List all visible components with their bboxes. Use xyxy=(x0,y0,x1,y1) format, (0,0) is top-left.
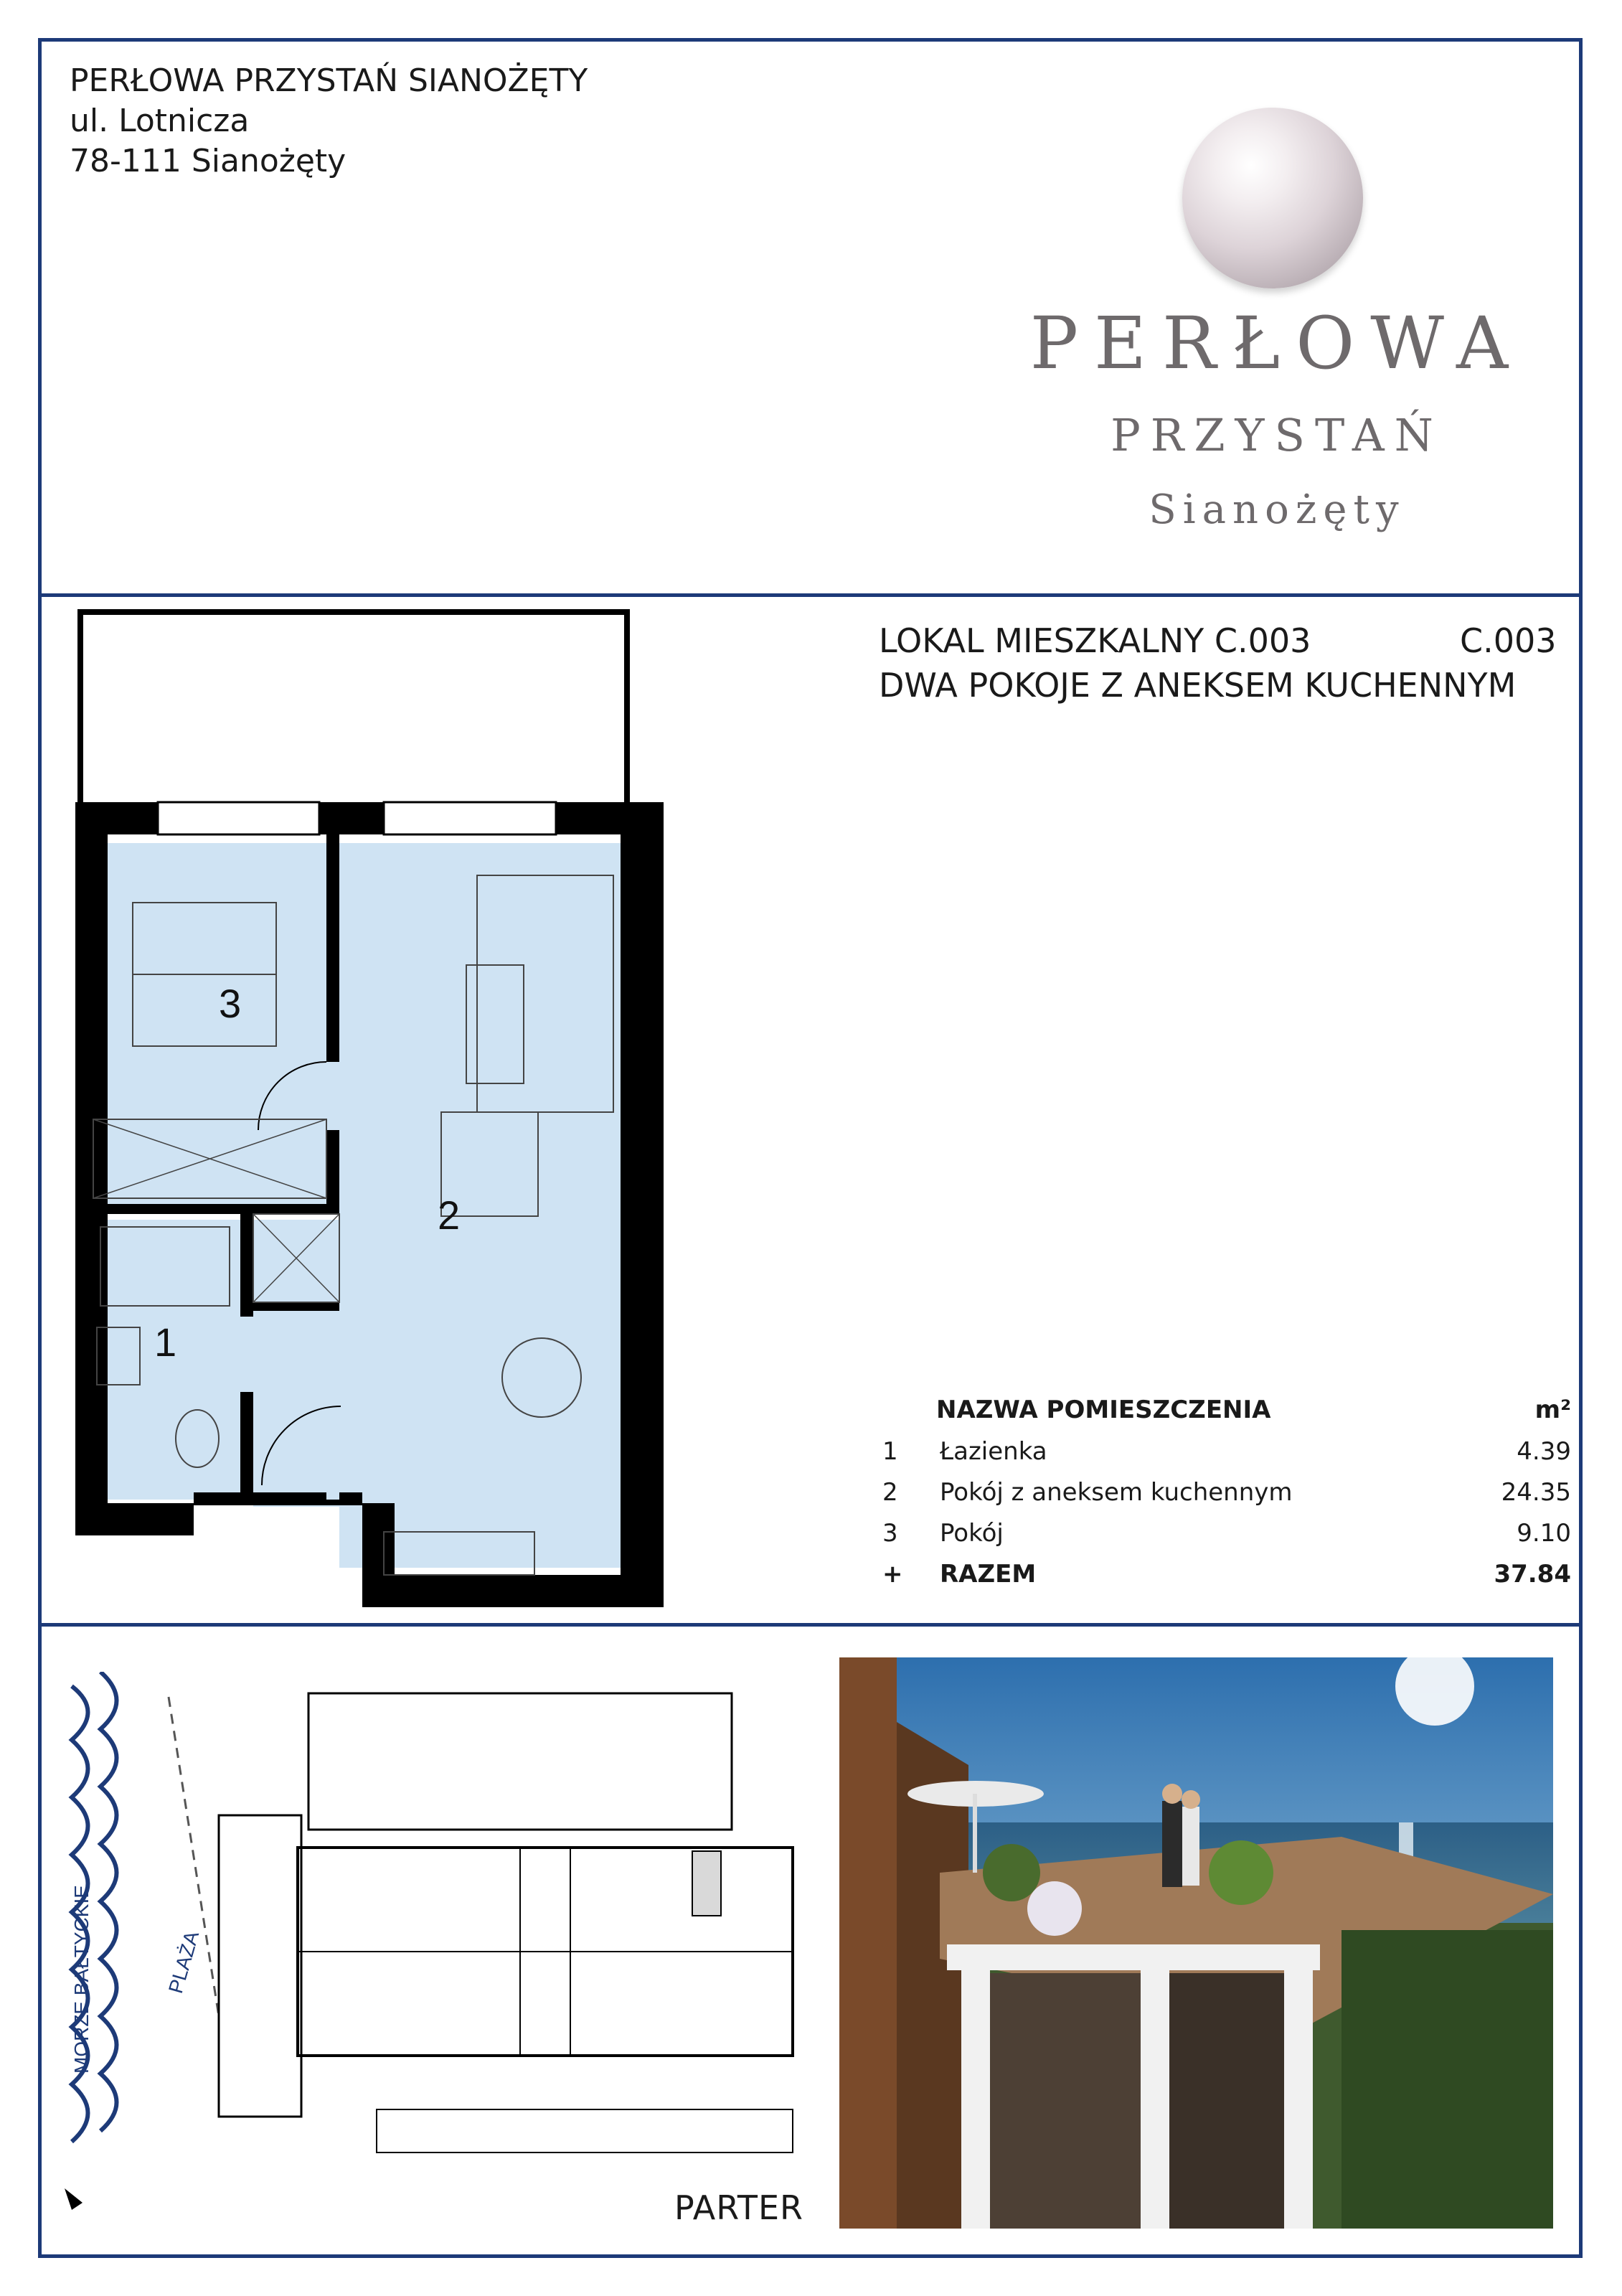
wall-left xyxy=(75,802,108,1534)
logo-wordmark-3: Sianożęty xyxy=(1149,486,1405,533)
door-room-2 xyxy=(326,1317,339,1500)
door-bathroom xyxy=(240,1317,253,1392)
room-3-fill xyxy=(90,843,326,1205)
north-arrow-icon xyxy=(65,2188,82,2210)
balcony-outline xyxy=(80,612,627,807)
wall-partition-2 xyxy=(90,1204,339,1214)
logo-wordmark-1: PERŁOWA xyxy=(1029,301,1524,385)
room-table-header-name: NAZWA POMIESZCZENIA xyxy=(936,1396,1271,1424)
unit-title-line-2: DWA POKOJE Z ANEKSEM KUCHENNYM xyxy=(879,666,1517,705)
unit-title-line-1: LOKAL MIESZKALNY C.003 xyxy=(879,621,1311,660)
room-num: 3 xyxy=(882,1519,898,1548)
table-row xyxy=(882,1437,1571,1473)
room-area: 24.35 xyxy=(1501,1478,1571,1507)
room-num: 1 xyxy=(882,1437,898,1466)
address-line-2: ul. Lotnicza xyxy=(70,103,250,139)
floor-label: PARTER xyxy=(674,2188,804,2227)
window-room-3 xyxy=(158,802,319,834)
person xyxy=(1162,1801,1182,1887)
window-room-2 xyxy=(384,802,556,834)
table-total-row xyxy=(882,1560,1571,1596)
room-name: Pokój z aneksem kuchennym xyxy=(940,1478,1293,1507)
wall-partition-1 xyxy=(326,802,339,1204)
table-row xyxy=(882,1478,1571,1514)
room-2-fill xyxy=(339,843,623,1568)
address-block xyxy=(70,61,588,182)
wall-bottom xyxy=(362,1575,664,1607)
room-area: 9.10 xyxy=(1517,1519,1571,1548)
room-1-label: 1 xyxy=(154,1319,177,1365)
room-table-header-unit: m² xyxy=(1534,1396,1571,1424)
address-line-1: PERŁOWA PRZYSTAŃ SIANOŻĘTY xyxy=(70,62,588,99)
site-building-upper xyxy=(308,1693,732,1830)
unit-code: C.003 xyxy=(1460,621,1557,660)
room-num: 2 xyxy=(882,1478,898,1507)
pearl-logo-icon xyxy=(1182,108,1363,288)
room-2-label: 2 xyxy=(438,1192,461,1238)
sea-wave xyxy=(100,1672,117,2131)
divider-bottom xyxy=(38,1623,1583,1627)
wall-right xyxy=(621,802,664,1607)
total-label: RAZEM xyxy=(940,1560,1037,1589)
room-3-label: 3 xyxy=(219,981,242,1026)
logo-wordmark-2: PRZYSTAŃ xyxy=(1111,409,1443,461)
unit-highlight xyxy=(692,1851,721,1916)
beach-label: PLAŻA xyxy=(164,1928,204,1996)
table-row xyxy=(882,1519,1571,1555)
room-name: Łazienka xyxy=(940,1437,1047,1466)
unit-title xyxy=(879,618,1516,707)
room-area: 4.39 xyxy=(1517,1437,1571,1466)
brand-logo xyxy=(990,108,1564,552)
room-name: Pokój xyxy=(940,1519,1004,1548)
wall-partition-4 xyxy=(253,1302,339,1311)
sea-label: MORZE BAŁTYCKIE xyxy=(70,1885,93,2074)
person xyxy=(1182,1807,1199,1886)
wall-bottom-left xyxy=(75,1503,194,1535)
parking xyxy=(377,2109,793,2152)
total-area: 37.84 xyxy=(1494,1560,1571,1589)
terrace-photo xyxy=(839,1657,1553,2229)
total-sign: + xyxy=(882,1560,903,1589)
address-line-3: 78-111 Sianożęty xyxy=(70,143,346,179)
site-building-left xyxy=(219,1815,301,2117)
door-room-3 xyxy=(326,1062,339,1130)
site-plan xyxy=(54,1672,829,2231)
divider-top xyxy=(38,593,1583,597)
floor-plan xyxy=(68,603,685,1622)
